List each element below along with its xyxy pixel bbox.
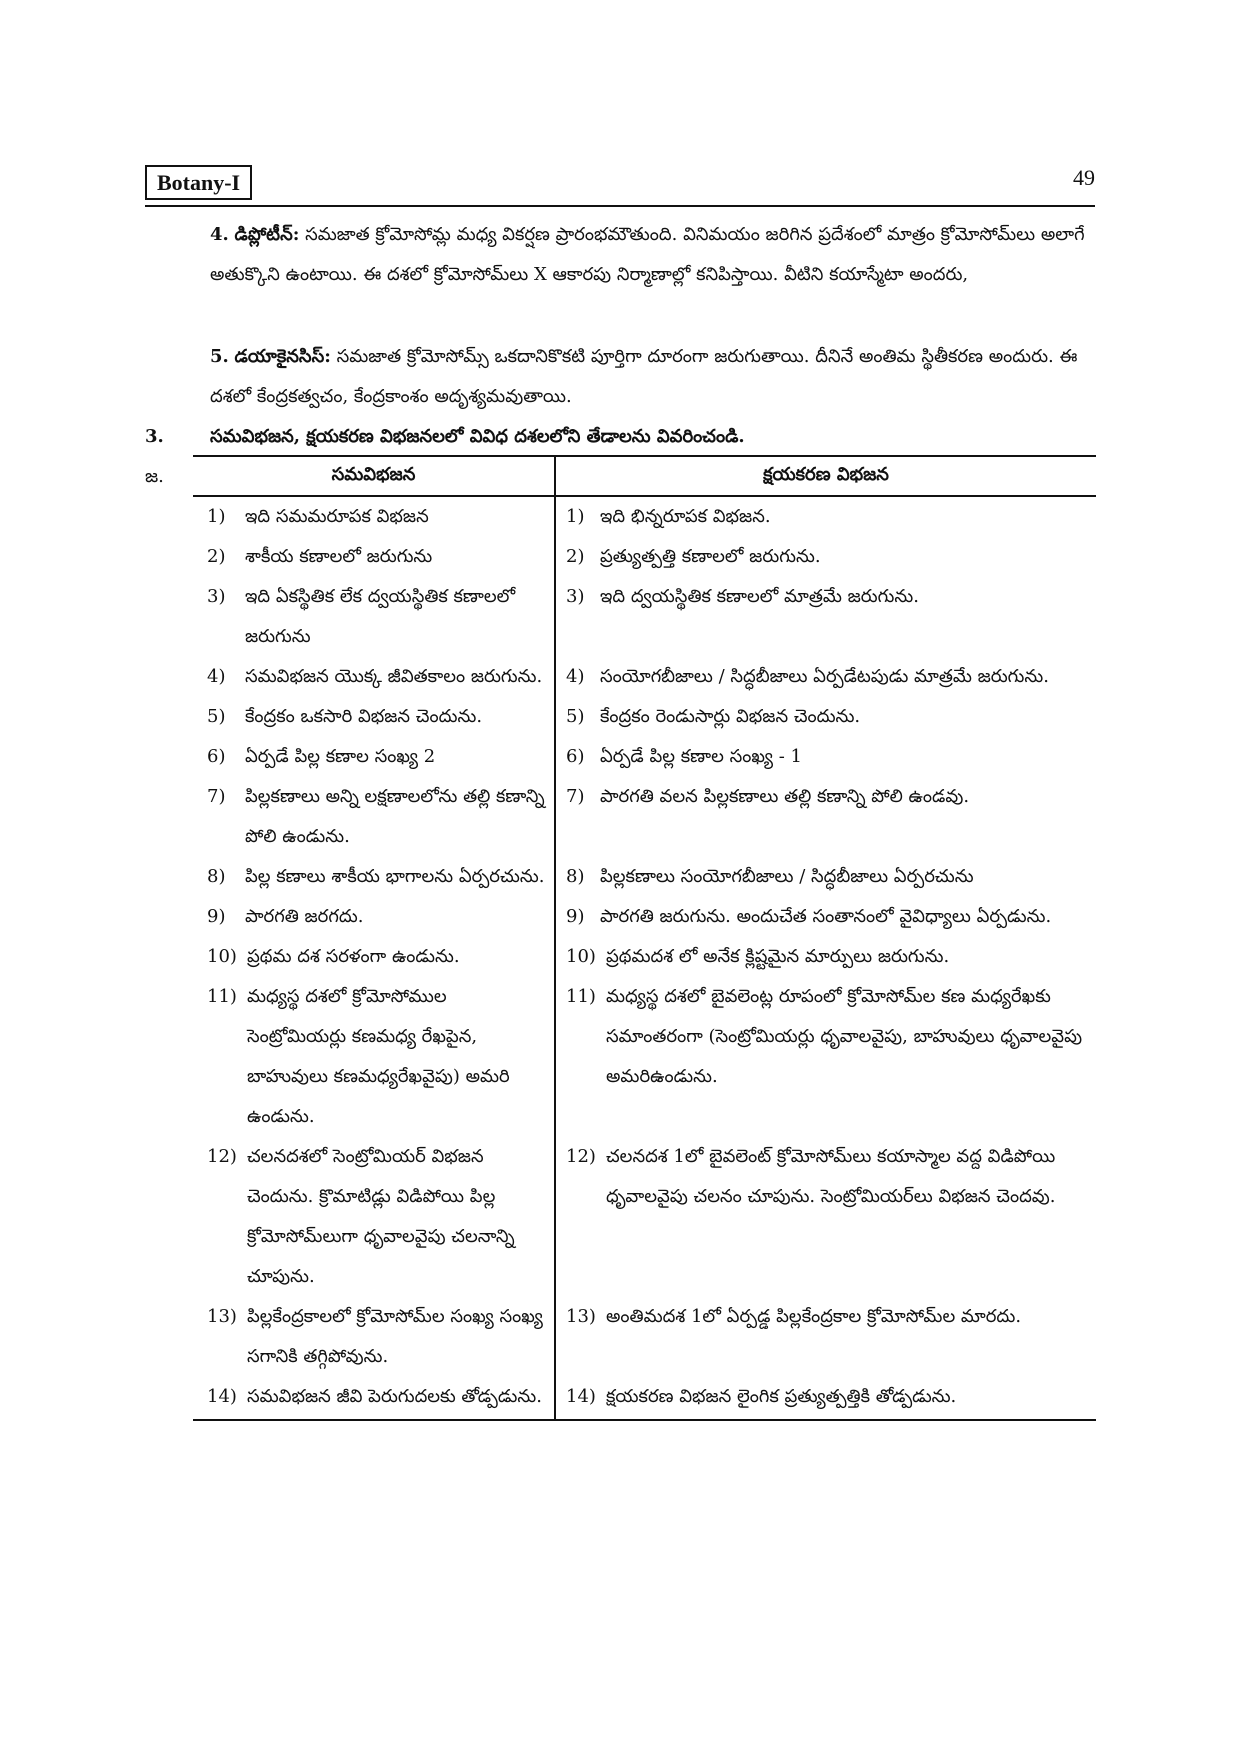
paragraph-term: డయాకైనసిస్: <box>234 346 331 367</box>
cell-mitosis <box>193 697 555 737</box>
item-text: పిల్లకేంద్రకాలలో క్రోమోసోమ్‌ల సంఖ్య సంఖ్య సగానికి తగ్గిపోవును. <box>247 1306 543 1367</box>
cell-meiosis <box>555 1377 1096 1420</box>
item-number: 13) <box>566 1306 596 1327</box>
paragraph-text: సమజాత క్రోమోసోమ్స్ ఒకదానికొకటి పూర్తిగా దూరంగా జరుగుతాయి. దీనినే అంతిమ స్థితీకరణ అందురు. ఈ దశలో కేంద్రకత్వచం, కేంద్రకాంశం అదృశ్యమవుతాయి. <box>210 346 1078 407</box>
cell-mitosis <box>193 737 555 777</box>
item-number: 7) <box>566 786 585 807</box>
table-row <box>193 1137 1096 1297</box>
item-text: పారగతి వలన పిల్లకణాలు తల్లి కణాన్ని పోలి ఉండవు. <box>600 786 970 807</box>
table-row <box>193 1377 1096 1420</box>
cell-mitosis <box>193 1297 555 1377</box>
table-row <box>193 496 1096 537</box>
item-text: ప్రథమ దశ సరళంగా ఉండును. <box>247 946 460 967</box>
item-number: 11) <box>207 986 237 1007</box>
item-number: 9) <box>566 906 585 927</box>
item-number: 8) <box>207 866 226 887</box>
item-text: ఇది ద్వయస్థితిక కణాలలో మాత్రమే జరుగును. <box>600 586 919 607</box>
paragraph-term: డిప్లోటీన్: <box>234 224 300 245</box>
table-row <box>193 977 1096 1137</box>
paragraph-number: 5. <box>210 346 229 367</box>
item-text: శాకీయ కణాలలో జరుగును <box>245 546 433 567</box>
cell-meiosis <box>555 537 1096 577</box>
cell-mitosis <box>193 577 555 657</box>
answer-label: జ. <box>145 466 164 487</box>
cell-meiosis <box>555 937 1096 977</box>
item-number: 4) <box>566 666 585 687</box>
item-number: 8) <box>566 866 585 887</box>
table-row <box>193 537 1096 577</box>
subject-badge: Botany-I <box>145 165 252 200</box>
cell-mitosis <box>193 537 555 577</box>
table-row <box>193 737 1096 777</box>
item-text: ఇది భిన్నరూపక విభజన. <box>600 506 771 527</box>
item-text: క్షయకరణ విభజన లైంగిక ప్రత్యుత్పత్తికి తోడ్పడును. <box>606 1386 957 1407</box>
item-number: 13) <box>207 1306 237 1327</box>
cell-meiosis <box>555 977 1096 1137</box>
item-number: 12) <box>207 1146 237 1167</box>
question <box>145 417 1095 457</box>
item-text: పిల్లకణాలు సంయోగబీజాలు / సిద్ధబీజాలు ఏర్పరచును <box>600 866 974 887</box>
cell-mitosis <box>193 1377 555 1420</box>
cell-mitosis <box>193 977 555 1137</box>
item-text: పారగతి జరుగును. అందుచేత సంతానంలో వైవిధ్యాలు ఏర్పడును. <box>600 906 1052 927</box>
cell-mitosis <box>193 777 555 857</box>
item-text: ప్రత్యుత్పత్తి కణాలలో జరుగును. <box>600 546 821 567</box>
item-text: మధ్యస్థ దశలో బైవలెంట్ల రూపంలో క్రోమోసోమ్‌ల కణ మధ్యరేఖకు సమాంతరంగా (సెంట్రోమియర్లు ధృవాలవైపు, బాహువులు ధృవాలవైపు అమరిఉండును. <box>606 986 1083 1087</box>
item-text: పిల్లకణాలు అన్ని లక్షణాలలోను తల్లి కణాన్ని పోలి ఉండును. <box>245 786 545 847</box>
cell-mitosis <box>193 1137 555 1297</box>
header-meiosis: క్షయకరణ విభజన <box>555 456 1096 496</box>
item-number: 11) <box>566 986 596 1007</box>
item-number: 2) <box>566 546 585 567</box>
cell-meiosis <box>555 737 1096 777</box>
item-number: 12) <box>566 1146 596 1167</box>
table-row <box>193 657 1096 697</box>
page-number: 49 <box>1073 165 1095 190</box>
item-text: కేంద్రకం ఒకసారి విభజన చెందును. <box>245 706 483 727</box>
item-text: సంయోగబీజాలు / సిద్ధబీజాలు ఏర్పడేటపుడు మాత్రమే జరుగును. <box>600 666 1049 687</box>
item-text: పిల్ల కణాలు శాకీయ భాగాలను ఏర్పరచును. <box>245 866 545 887</box>
cell-mitosis <box>193 897 555 937</box>
item-number: 4) <box>207 666 226 687</box>
table-row <box>193 897 1096 937</box>
page-header <box>145 165 1095 207</box>
item-number: 1) <box>566 506 585 527</box>
paragraph-diakinesis <box>210 337 1096 417</box>
header-mitosis: సమవిభజన <box>193 456 555 496</box>
item-text: చలనదశలో సెంట్రోమియర్ విభజన చెందును. క్రొమాటిడ్లు విడిపోయి పిల్ల క్రోమోసోమ్‌లుగా ధృవాలవైపు చలనాన్ని చూపును. <box>247 1146 515 1287</box>
item-text: సమవిభజన జీవి పెరుగుదలకు తోడ్పడును. <box>247 1386 542 1407</box>
table-row <box>193 577 1096 657</box>
cell-meiosis <box>555 777 1096 857</box>
item-number: 14) <box>566 1386 596 1407</box>
table-row <box>193 857 1096 897</box>
item-text: పారగతి జరగదు. <box>245 906 364 927</box>
cell-meiosis <box>555 897 1096 937</box>
item-text: మధ్యస్థ దశలో క్రోమోసోముల సెంట్రోమియర్లు కణమధ్య రేఖపైన, బాహువులు కణమధ్యరేఖవైపు) అమరి ఉండును. <box>247 986 510 1127</box>
question-number: 3. <box>145 426 164 447</box>
item-text: ప్రథమదశ లో అనేక క్లిష్టమైన మార్పులు జరుగును. <box>606 946 950 967</box>
item-number: 2) <box>207 546 226 567</box>
item-text: ఏర్పడే పిల్ల కణాల సంఖ్య 2 <box>245 746 436 767</box>
item-number: 6) <box>207 746 226 767</box>
item-text: అంతిమదశ 1లో ఏర్పడ్డ పిల్లకేంద్రకాల క్రోమోసోమ్‌ల మారదు. <box>606 1306 1022 1327</box>
cell-meiosis <box>555 1137 1096 1297</box>
paragraph-text: సమజాత క్రోమోసోమ్ల మధ్య వికర్షణ ప్రారంభమౌతుంది. వినిమయం జరిగిన ప్రదేశంలో మాత్రం క్రోమోసోమ్‌లు అలాగే అతుక్కొని ఉంటాయి. ఈ దశలో క్రోమోసోమ్‌లు X ఆకారపు నిర్మాణాల్లో కనిపిస్తాయి. వీటిని కయాస్మేటా అందరు, <box>210 224 1085 285</box>
item-number: 3) <box>207 586 226 607</box>
table-row <box>193 777 1096 857</box>
cell-meiosis <box>555 857 1096 897</box>
paragraph-number: 4. <box>210 224 229 245</box>
question-text: సమవిభజన, క్షయకరణ విభజనలలో వివిధ దశలలోని తేడాలను వివరించండి. <box>210 426 745 447</box>
item-text: కేంద్రకం రెండుసార్లు విభజన చెందును. <box>600 706 861 727</box>
table-row <box>193 697 1096 737</box>
item-number: 7) <box>207 786 226 807</box>
table-header-row <box>193 456 1096 496</box>
item-number: 3) <box>566 586 585 607</box>
cell-meiosis <box>555 697 1096 737</box>
cell-meiosis <box>555 1297 1096 1377</box>
item-number: 10) <box>566 946 596 967</box>
item-number: 1) <box>207 506 226 527</box>
paragraph-diplotene <box>210 215 1096 295</box>
item-text: ఇది సమమరూపక విభజన <box>245 506 429 527</box>
item-text: సమవిభజన యొక్క జీవితకాలం జరుగును. <box>245 666 543 687</box>
item-number: 5) <box>207 706 226 727</box>
item-number: 9) <box>207 906 226 927</box>
item-number: 5) <box>566 706 585 727</box>
cell-meiosis <box>555 657 1096 697</box>
table-row <box>193 1297 1096 1377</box>
item-text: చలనదశ 1లో బైవలెంట్ క్రోమోసోమ్‌లు కయాస్మాల వద్ద విడిపోయి ధృవాలవైపు చలనం చూపును. సెంట్రోమియర్‌లు విభజన చెందవు. <box>606 1146 1056 1207</box>
cell-mitosis <box>193 657 555 697</box>
cell-meiosis <box>555 577 1096 657</box>
cell-mitosis <box>193 937 555 977</box>
cell-mitosis <box>193 496 555 537</box>
comparison-table <box>193 455 1096 1421</box>
item-number: 10) <box>207 946 237 967</box>
item-number: 14) <box>207 1386 237 1407</box>
table-row <box>193 937 1096 977</box>
item-number: 6) <box>566 746 585 767</box>
cell-meiosis <box>555 496 1096 537</box>
item-text: ఇది ఏకస్థితిక లేక ద్వయస్థితిక కణాలలో జరుగును <box>245 586 516 647</box>
item-text: ఏర్పడే పిల్ల కణాల సంఖ్య - 1 <box>600 746 802 767</box>
cell-mitosis <box>193 857 555 897</box>
